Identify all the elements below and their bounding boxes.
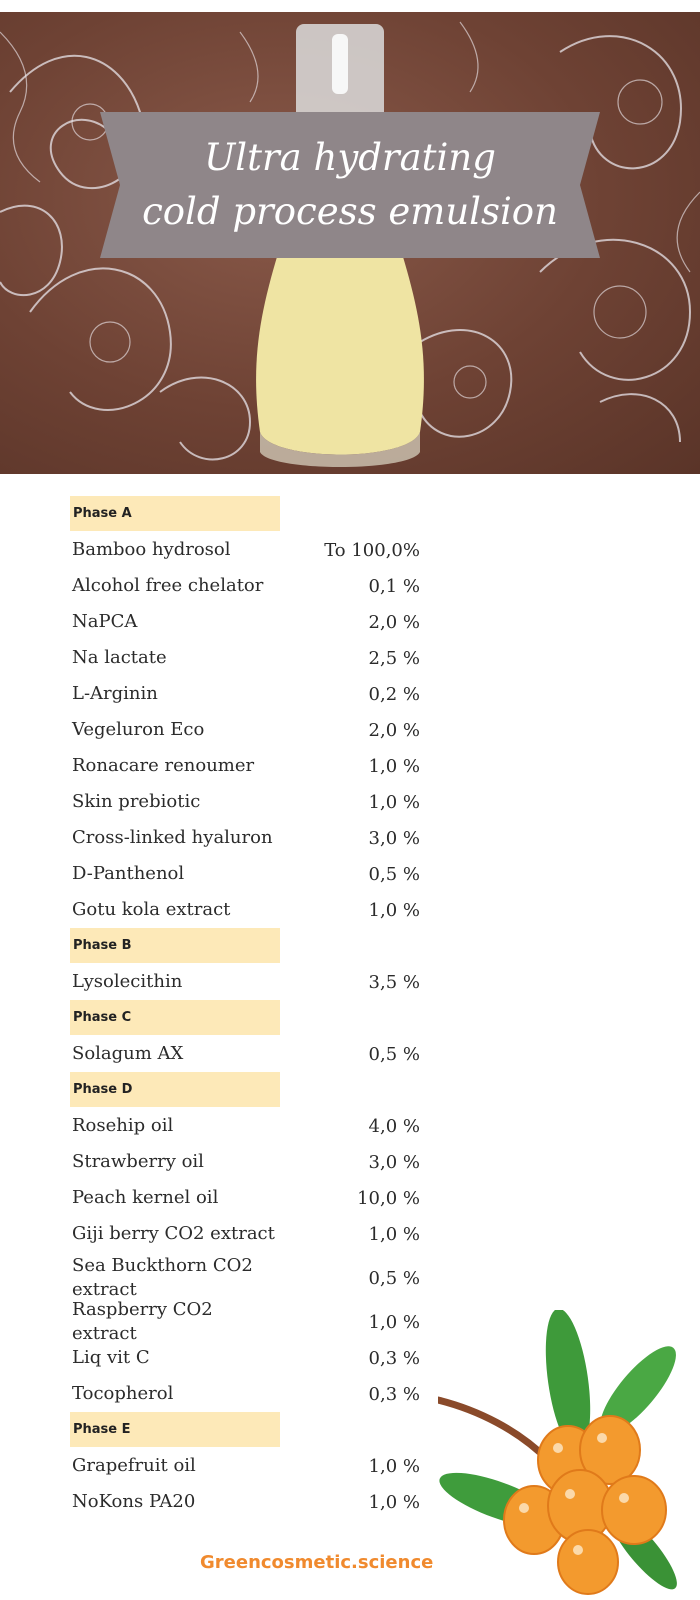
ingredient-row: [72, 1376, 420, 1412]
ingredient-name: Ronacare renoumer: [72, 755, 255, 776]
ingredient-row: [72, 1036, 420, 1072]
ingredient-row: [72, 820, 420, 856]
ingredient-name: Rosehip oil: [72, 1115, 174, 1136]
ingredient-row: [72, 1340, 420, 1376]
ingredient-row: [72, 640, 420, 676]
ingredient-name: Raspberry CO2 extract: [72, 1299, 213, 1344]
ingredient-percentage: 1,0 %: [368, 755, 420, 777]
ingredient-row: [72, 1448, 420, 1484]
ingredient-percentage: 0,1 %: [368, 575, 420, 597]
hero-photo: [0, 12, 700, 474]
ingredient-name: Bamboo hydrosol: [72, 539, 231, 560]
ingredient-name: Strawberry oil: [72, 1151, 204, 1172]
ingredient-name: Peach kernel oil: [72, 1187, 219, 1208]
ingredient-name: Skin prebiotic: [72, 791, 201, 812]
ingredient-name: Vegeluron Eco: [72, 719, 205, 740]
ingredient-name: L-Arginin: [72, 683, 158, 704]
ingredient-row: [72, 1252, 420, 1304]
ingredient-percentage: 1,0 %: [368, 899, 420, 921]
ingredient-row: [72, 676, 420, 712]
ingredient-percentage: 2,5 %: [368, 647, 420, 669]
ingredient-percentage: 0,5 %: [368, 1043, 420, 1065]
ingredient-row: [72, 748, 420, 784]
page-title: [100, 112, 600, 258]
ingredient-name: Lysolecithin: [72, 971, 183, 992]
ingredient-percentage: 0,3 %: [368, 1383, 420, 1405]
phase-header: Phase E: [70, 1412, 280, 1447]
ingredient-name: Liq vit C: [72, 1347, 150, 1368]
ingredient-row: [72, 892, 420, 928]
ingredient-name: Gotu kola extract: [72, 899, 231, 920]
ingredient-row: [72, 532, 420, 568]
ingredient-percentage: 4,0 %: [368, 1115, 420, 1137]
ingredient-percentage: 1,0 %: [368, 1491, 420, 1513]
ingredient-name: Sea Buckthorn CO2 extract: [72, 1255, 253, 1300]
ingredient-percentage: 10,0 %: [357, 1187, 420, 1209]
ingredient-row: [72, 1180, 420, 1216]
phase-header: Phase B: [70, 928, 280, 963]
ingredient-percentage: 3,0 %: [368, 1151, 420, 1173]
title-line-1: Ultra hydrating: [204, 136, 496, 179]
ingredient-name: Alcohol free chelator: [72, 575, 264, 596]
ingredient-percentage: 0,2 %: [368, 683, 420, 705]
footer-site-link[interactable]: Greencosmetic.science: [200, 1552, 434, 1573]
ingredient-row: [72, 1108, 420, 1144]
sea-buckthorn-berries-icon: [438, 1310, 700, 1600]
ingredient-name: NaPCA: [72, 611, 138, 632]
ingredient-name: Giji berry CO2 extract: [72, 1223, 275, 1244]
ingredient-row: [72, 1484, 420, 1520]
ingredient-name: Cross-linked hyaluron: [72, 827, 273, 848]
title-line-2: cold process emulsion: [142, 190, 558, 233]
ingredient-percentage: 3,0 %: [368, 827, 420, 849]
ingredient-row: [72, 1216, 420, 1252]
title-banner: [100, 112, 600, 258]
ingredient-percentage: 0,5 %: [368, 863, 420, 885]
ingredient-name: Grapefruit oil: [72, 1455, 196, 1476]
ingredient-row: [72, 604, 420, 640]
ingredient-percentage: 0,5 %: [368, 1267, 420, 1289]
ingredient-row: [72, 1299, 420, 1344]
ingredient-percentage: 1,0 %: [368, 791, 420, 813]
ingredient-row: [72, 784, 420, 820]
ingredient-row: [72, 856, 420, 892]
ingredient-row: [72, 964, 420, 1000]
ingredient-percentage: 1,0 %: [368, 1223, 420, 1245]
ingredient-percentage: 1,0 %: [368, 1455, 420, 1477]
ingredient-percentage: 2,0 %: [368, 719, 420, 741]
ingredient-row: [72, 712, 420, 748]
ingredient-percentage: 2,0 %: [368, 611, 420, 633]
ingredient-row: [72, 568, 420, 604]
ingredient-name: Solagum AX: [72, 1043, 184, 1064]
ingredient-row: [72, 1144, 420, 1180]
ingredient-percentage: 1,0 %: [368, 1311, 420, 1333]
ingredient-percentage: 0,3 %: [368, 1347, 420, 1369]
ingredient-name: Tocopherol: [72, 1383, 174, 1404]
ingredient-percentage: To 100,0%: [324, 539, 420, 561]
ingredient-name: D-Panthenol: [72, 863, 185, 884]
phase-header: Phase A: [70, 496, 280, 531]
ingredient-name: Na lactate: [72, 647, 167, 668]
ingredient-percentage: 3,5 %: [368, 971, 420, 993]
ingredient-name: NoKons PA20: [72, 1491, 196, 1512]
phase-header: Phase C: [70, 1000, 280, 1035]
phase-header: Phase D: [70, 1072, 280, 1107]
